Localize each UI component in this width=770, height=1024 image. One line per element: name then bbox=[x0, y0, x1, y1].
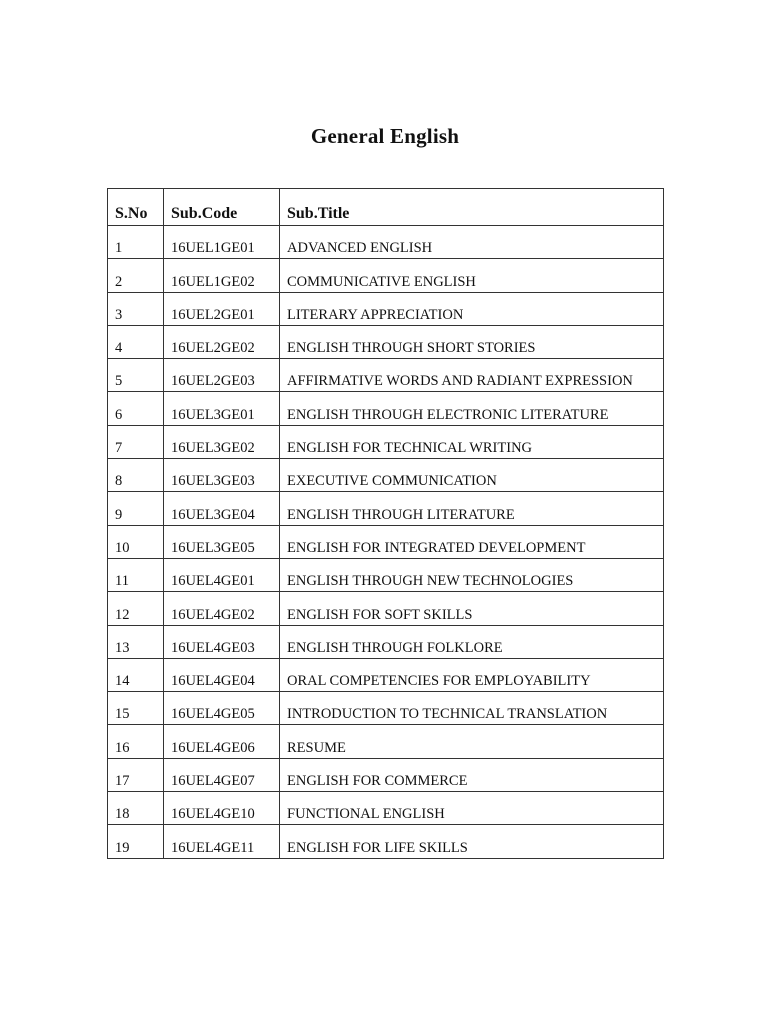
cell-sub-code: 16UEL4GE06 bbox=[164, 725, 280, 758]
cell-sub-title: ENGLISH FOR TECHNICAL WRITING bbox=[280, 425, 664, 458]
cell-sub-title: COMMUNICATIVE ENGLISH bbox=[280, 259, 664, 292]
table-body bbox=[108, 226, 664, 859]
cell-sub-code: 16UEL4GE04 bbox=[164, 658, 280, 691]
table-row bbox=[108, 325, 664, 358]
table-row bbox=[108, 825, 664, 858]
cell-sub-code: 16UEL4GE05 bbox=[164, 692, 280, 725]
cell-sno: 10 bbox=[108, 525, 164, 558]
cell-sno: 8 bbox=[108, 459, 164, 492]
cell-sno: 2 bbox=[108, 259, 164, 292]
cell-sno: 12 bbox=[108, 592, 164, 625]
table-row bbox=[108, 725, 664, 758]
page-title: General English bbox=[310, 124, 460, 148]
cell-sub-title: ENGLISH THROUGH LITERATURE bbox=[280, 492, 664, 525]
cell-sno: 9 bbox=[108, 492, 164, 525]
table-row bbox=[108, 792, 664, 825]
cell-sno: 11 bbox=[108, 558, 164, 591]
cell-sub-title: AFFIRMATIVE WORDS AND RADIANT EXPRESSION bbox=[280, 359, 664, 392]
header-sub-code: Sub.Code bbox=[164, 189, 280, 226]
cell-sno: 16 bbox=[108, 725, 164, 758]
cell-sub-code: 16UEL1GE01 bbox=[164, 226, 280, 259]
cell-sno: 3 bbox=[108, 292, 164, 325]
cell-sno: 5 bbox=[108, 359, 164, 392]
cell-sub-code: 16UEL2GE01 bbox=[164, 292, 280, 325]
cell-sno: 6 bbox=[108, 392, 164, 425]
cell-sub-code: 16UEL2GE03 bbox=[164, 359, 280, 392]
cell-sno: 13 bbox=[108, 625, 164, 658]
cell-sub-title: LITERARY APPRECIATION bbox=[280, 292, 664, 325]
cell-sno: 7 bbox=[108, 425, 164, 458]
cell-sub-code: 16UEL3GE05 bbox=[164, 525, 280, 558]
cell-sub-code: 16UEL3GE03 bbox=[164, 459, 280, 492]
table-row bbox=[108, 625, 664, 658]
table-row bbox=[108, 558, 664, 591]
cell-sub-code: 16UEL3GE01 bbox=[164, 392, 280, 425]
table-row bbox=[108, 459, 664, 492]
cell-sub-title: ENGLISH THROUGH FOLKLORE bbox=[280, 625, 664, 658]
cell-sub-code: 16UEL4GE01 bbox=[164, 558, 280, 591]
header-sno: S.No bbox=[108, 189, 164, 226]
header-sub-title: Sub.Title bbox=[280, 189, 664, 226]
cell-sub-title: FUNCTIONAL ENGLISH bbox=[280, 792, 664, 825]
table-row bbox=[108, 392, 664, 425]
table-row bbox=[108, 692, 664, 725]
cell-sub-code: 16UEL4GE03 bbox=[164, 625, 280, 658]
cell-sub-code: 16UEL4GE10 bbox=[164, 792, 280, 825]
subjects-table bbox=[107, 188, 664, 859]
cell-sub-title: ENGLISH FOR SOFT SKILLS bbox=[280, 592, 664, 625]
cell-sno: 4 bbox=[108, 325, 164, 358]
cell-sno: 18 bbox=[108, 792, 164, 825]
cell-sub-title: ENGLISH FOR LIFE SKILLS bbox=[280, 825, 664, 858]
table-header bbox=[108, 189, 664, 226]
cell-sub-code: 16UEL4GE11 bbox=[164, 825, 280, 858]
cell-sub-title: ENGLISH THROUGH NEW TECHNOLOGIES bbox=[280, 558, 664, 591]
cell-sub-title: ENGLISH FOR COMMERCE bbox=[280, 758, 664, 791]
cell-sno: 19 bbox=[108, 825, 164, 858]
cell-sub-title: INTRODUCTION TO TECHNICAL TRANSLATION bbox=[280, 692, 664, 725]
cell-sub-code: 16UEL2GE02 bbox=[164, 325, 280, 358]
table-row bbox=[108, 525, 664, 558]
table-row bbox=[108, 226, 664, 259]
cell-sub-title: ADVANCED ENGLISH bbox=[280, 226, 664, 259]
table-row bbox=[108, 292, 664, 325]
header-row bbox=[108, 189, 664, 226]
cell-sno: 17 bbox=[108, 758, 164, 791]
cell-sub-title: ENGLISH THROUGH ELECTRONIC LITERATURE bbox=[280, 392, 664, 425]
table-row bbox=[108, 592, 664, 625]
cell-sub-code: 16UEL4GE07 bbox=[164, 758, 280, 791]
cell-sub-title: ORAL COMPETENCIES FOR EMPLOYABILITY bbox=[280, 658, 664, 691]
table-row bbox=[108, 658, 664, 691]
table-row bbox=[108, 425, 664, 458]
cell-sub-code: 16UEL1GE02 bbox=[164, 259, 280, 292]
cell-sno: 1 bbox=[108, 226, 164, 259]
table-row bbox=[108, 259, 664, 292]
table-row bbox=[108, 359, 664, 392]
cell-sub-title: RESUME bbox=[280, 725, 664, 758]
cell-sub-title: ENGLISH FOR INTEGRATED DEVELOPMENT bbox=[280, 525, 664, 558]
table-row bbox=[108, 492, 664, 525]
cell-sub-code: 16UEL3GE02 bbox=[164, 425, 280, 458]
cell-sub-title: EXECUTIVE COMMUNICATION bbox=[280, 459, 664, 492]
cell-sub-code: 16UEL4GE02 bbox=[164, 592, 280, 625]
cell-sno: 14 bbox=[108, 658, 164, 691]
cell-sno: 15 bbox=[108, 692, 164, 725]
table-row bbox=[108, 758, 664, 791]
cell-sub-code: 16UEL3GE04 bbox=[164, 492, 280, 525]
cell-sub-title: ENGLISH THROUGH SHORT STORIES bbox=[280, 325, 664, 358]
